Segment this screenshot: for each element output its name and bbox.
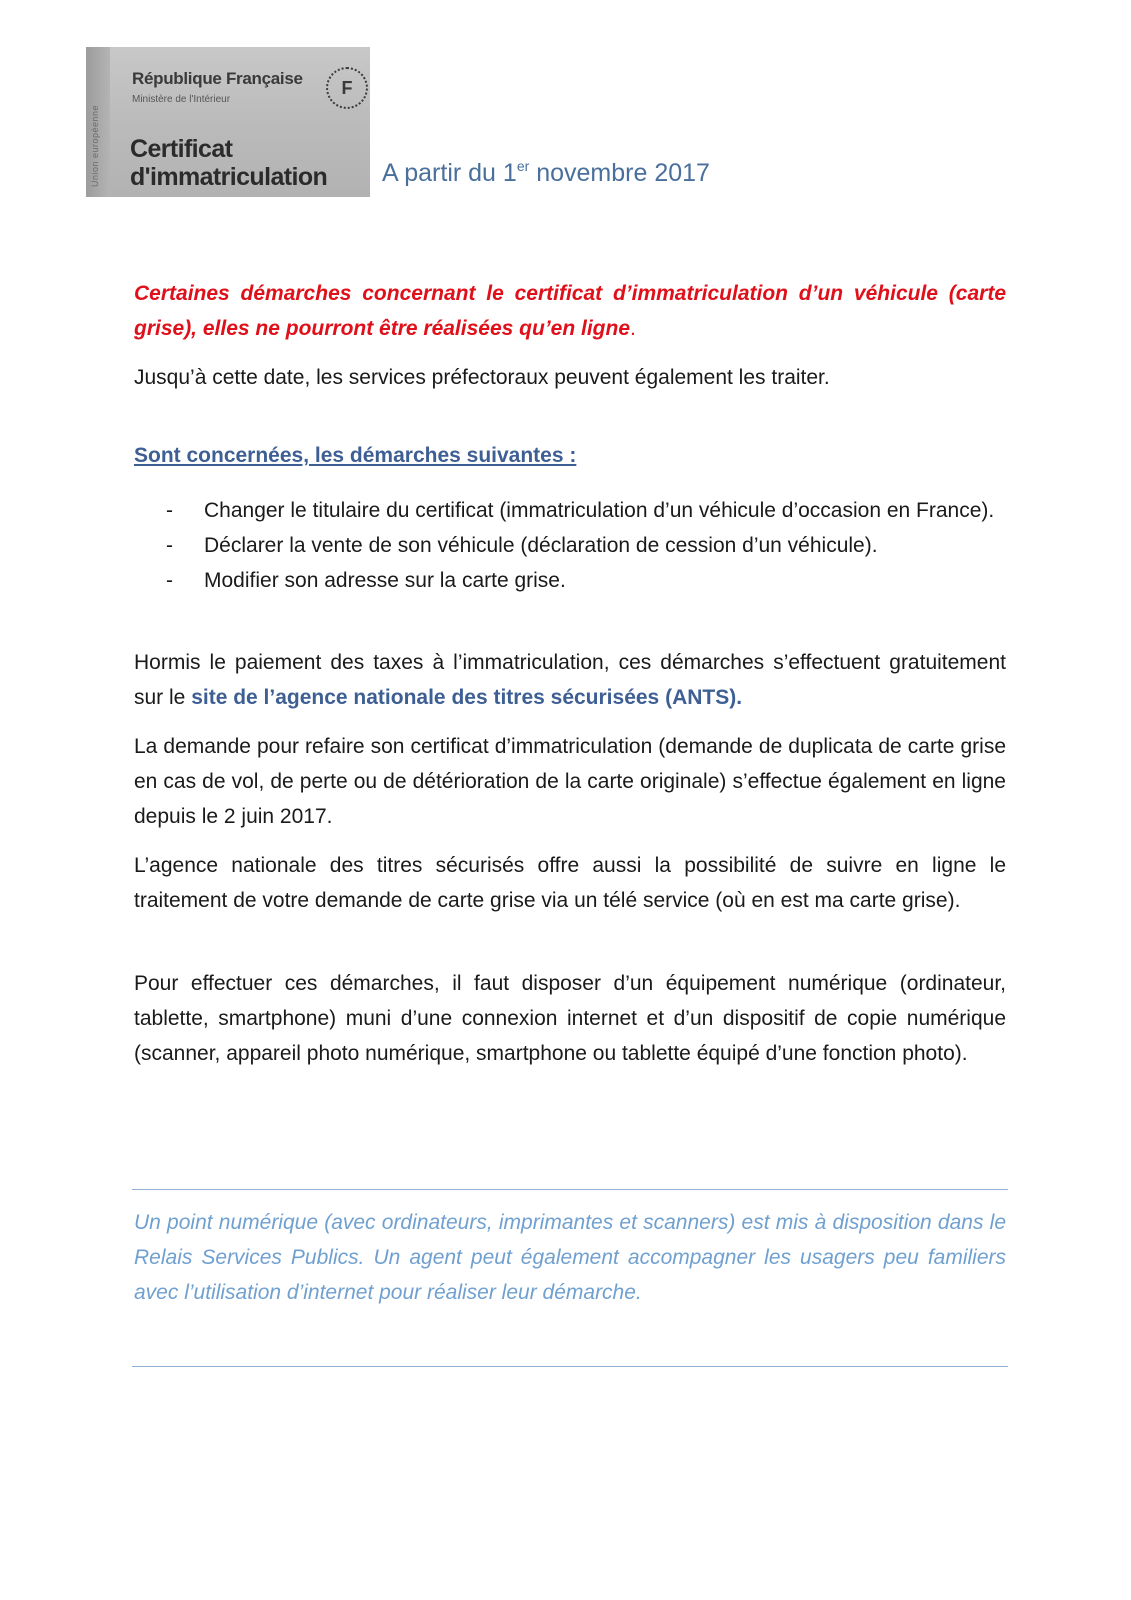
logo-certificat-title [130, 135, 327, 191]
note-bottom-rule [132, 1366, 1008, 1367]
note-block [134, 1205, 1006, 1310]
bullet-dash: - [166, 534, 173, 557]
logo-ministere-text: Ministère de l'Intérieur [132, 94, 231, 105]
section-heading-block [134, 444, 1006, 468]
demarches-list [166, 493, 1006, 598]
certificat-logo-image [86, 47, 370, 197]
duplicata-paragraph: La demande pour refaire son certificat d’immatriculation (demande de duplicata de carte grise en cas de vol, de perte ou de détérioration de la carte originale) s’effectue également en ligne depuis le 2 juin 2017. [134, 735, 1006, 828]
eu-letter: F [341, 77, 353, 98]
intro-followup [134, 360, 1006, 395]
list-item-text: Déclarer la vente de son véhicule (déclaration de cession d’un véhicule). [204, 534, 878, 557]
date-suffix: novembre 2017 [529, 159, 710, 187]
taxes-block [134, 645, 1006, 715]
list-item-text: Changer le titulaire du certificat (immatriculation d’un véhicule d’occasion en France). [204, 499, 995, 522]
alert-paragraph [134, 276, 1006, 346]
bullet-dash: - [166, 569, 173, 592]
section-heading: Sont concernées, les démarches suivantes : [134, 444, 577, 467]
date-heading [382, 158, 710, 188]
note-paragraph: Un point numérique (avec ordinateurs, imprimantes et scanners) est mis à disposition dans le Relais Services Publics. Un agent peut également accompagner les usagers peu familiers avec l’utilisation d’internet pour réaliser leur démarche. [134, 1211, 1006, 1304]
logo-title-line1: Certificat [130, 135, 233, 163]
date-superscript: er [516, 158, 530, 174]
list-item [166, 493, 1006, 528]
logo-republique-text: République Française [132, 69, 303, 88]
list-item [166, 528, 1006, 563]
eu-stars-icon [326, 67, 368, 109]
suivi-paragraph: L’agence nationale des titres sécurisés offre aussi la possibilité de suivre en ligne le traitement de votre demande de carte grise via un télé service (où en est ma carte grise). [134, 854, 1006, 912]
taxes-text: Hormis le paiement des taxes à l’immatriculation, ces démarches s’effectuent gratuitement sur le [134, 651, 1006, 709]
ants-link[interactable]: site de l’agence nationale des titres sécurisées (ANTS). [191, 686, 743, 709]
logo-title-line2: d'immatriculation [130, 163, 328, 191]
list-item [166, 563, 1006, 598]
suivi-block [134, 848, 1006, 918]
bullet-dash: - [166, 499, 173, 522]
alert-text: Certaines démarches concernant le certificat d’immatriculation d’un véhicule (carte grise), elles ne pourront être réalisées qu’en ligne [134, 282, 1006, 340]
logo-side-text: Union européenne [90, 104, 100, 187]
note-top-rule [132, 1189, 1008, 1190]
date-prefix: A partir du 1 [382, 159, 517, 187]
alert-period: . [630, 317, 636, 340]
intro-alert [134, 276, 1006, 346]
followup-paragraph: Jusqu’à cette date, les services préfectoraux peuvent également les traiter. [134, 366, 830, 389]
taxes-paragraph [134, 645, 1006, 715]
duplicata-block [134, 729, 1006, 834]
equipement-block [134, 966, 1006, 1071]
list-item-text: Modifier son adresse sur la carte grise. [204, 569, 566, 592]
equipement-paragraph: Pour effectuer ces démarches, il faut disposer d’un équipement numérique (ordinateur, tablette, smartphone) muni d’une connexion internet et d’un dispositif de copie numérique (scanner, appareil photo numérique, smartphone ou tablette équipé d’une fonction photo). [134, 972, 1006, 1065]
